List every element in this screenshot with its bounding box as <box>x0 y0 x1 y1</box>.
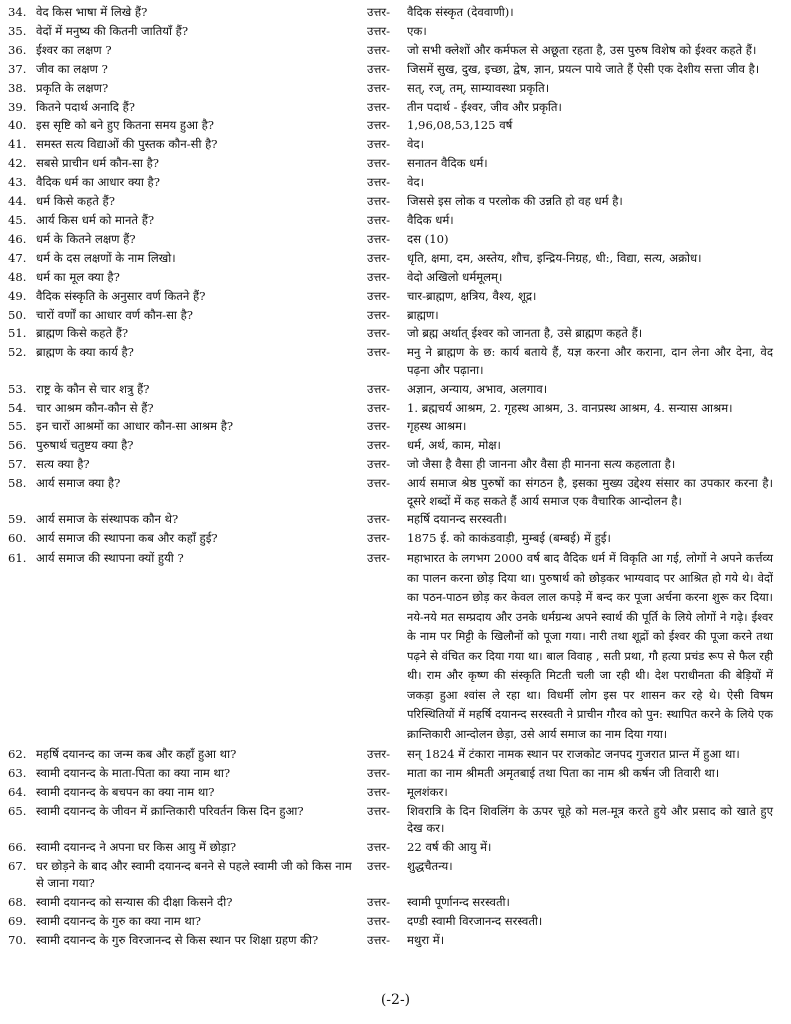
question-number: 44. <box>8 194 27 209</box>
question-text: वैदिक धर्म का आधार क्या है? <box>36 175 160 190</box>
question-number: 43. <box>8 175 27 190</box>
answer-label: उत्तर- <box>367 419 391 434</box>
question-text: कितने पदार्थ अनादि हैं? <box>36 99 135 114</box>
answer-label: उत्तर- <box>367 99 391 114</box>
question-number: 70. <box>8 932 27 947</box>
answer-label: उत्तर- <box>367 231 391 246</box>
question-number: 40. <box>8 118 27 133</box>
qa-row <box>8 136 775 153</box>
qa-row <box>8 803 775 838</box>
question-text: स्वामी दयानन्द के गुरु का क्या नाम था? <box>36 913 201 928</box>
question-text: घर छोड़ने के बाद और स्वामी दयानन्द बनने से पहले स्वामी जी को किस नाम से जाना गया? <box>36 858 352 891</box>
answer-label: उत्तर- <box>367 345 391 360</box>
question-number: 56. <box>8 438 27 453</box>
qa-row <box>8 400 775 417</box>
answer-text: चार-ब्राह्मण, क्षत्रिय, वैश्य, शूद्र। <box>407 288 537 303</box>
qa-row <box>8 932 775 949</box>
qa-row <box>8 839 775 856</box>
question-number: 50. <box>8 307 27 322</box>
answer-label: उत्तर- <box>367 137 391 152</box>
answer-label: उत्तर- <box>367 307 391 322</box>
question-text: ब्राह्मण किसे कहते हैं? <box>36 326 129 341</box>
question-text: चार आश्रम कौन-कौन से हैं? <box>36 400 154 415</box>
answer-text: जिससे इस लोक व परलोक की उन्नति हो वह धर्म है। <box>407 194 623 209</box>
question-text: स्वामी दयानन्द के गुरु विरजानन्द से किस स्थान पर शिक्षा ग्रहण की? <box>36 932 319 947</box>
answer-text: वेदो अखिलो धर्ममूलम्। <box>407 269 503 284</box>
question-text: सबसे प्राचीन धर्म कौन-सा है? <box>36 156 159 171</box>
qa-row <box>8 765 775 782</box>
answer-text: सन् 1824 में टंकारा नामक स्थान पर राजकोट जनपद गुजरात प्रान्त में हुआ था। <box>407 746 740 761</box>
qa-row <box>8 288 775 305</box>
qa-row <box>8 307 775 324</box>
question-number: 47. <box>8 250 27 265</box>
answer-label: उत्तर- <box>367 932 391 947</box>
question-text: स्वामी दयानन्द के माता-पिता का क्या नाम था? <box>36 765 231 780</box>
question-number: 41. <box>8 137 27 152</box>
answer-label: उत्तर- <box>367 80 391 95</box>
qa-row <box>8 894 775 911</box>
answer-text: जो ब्रह्म अर्थात् ईश्वर को जानता है, उसे ब्राह्मण कहते हैं। <box>407 326 643 341</box>
qa-row <box>8 746 775 763</box>
question-number: 45. <box>8 212 27 227</box>
question-text: धर्म का मूल क्या है? <box>36 269 120 284</box>
question-text: पुरुषार्थ चतुष्टय क्या है? <box>36 438 134 453</box>
answer-text: ब्राह्मण। <box>407 307 439 322</box>
question-text: स्वामी दयानन्द के जीवन में क्रान्तिकारी परिवर्तन किस दिन हुआ? <box>36 803 304 818</box>
answer-text: आर्य समाज श्रेष्ठ पुरुषों का संगठन है, इसका मुख्य उद्देश्य संसार का उपकार करना है। दूसरे शब्दों में कह सकते हैं आर्य समाज एक वैचारिक आन्दोलन है। <box>407 476 773 508</box>
answer-text: वेद। <box>407 137 424 152</box>
question-text: वैदिक संस्कृति के अनुसार वर्ण कितने हैं? <box>36 288 206 303</box>
question-number: 58. <box>8 476 27 491</box>
qa-row <box>8 325 775 342</box>
question-number: 37. <box>8 61 27 76</box>
answer-text: 1875 ई. को काकंडवाड़ी, मुम्बई (बम्बई) में हुई। <box>407 531 611 546</box>
question-number: 61. <box>8 551 27 566</box>
answer-text: सत्, रज्, तम्, साम्यावस्था प्रकृति। <box>407 80 550 95</box>
question-number: 59. <box>8 512 27 527</box>
question-number: 55. <box>8 419 27 434</box>
qa-row <box>8 155 775 172</box>
answer-text: तीन पदार्थ - ईश्वर, जीव और प्रकृति। <box>407 99 562 114</box>
answer-label: उत्तर- <box>367 326 391 341</box>
qa-row <box>8 344 775 379</box>
qa-row <box>8 99 775 116</box>
question-text: राष्ट्र के कौन से चार शत्रु हैं? <box>36 381 150 396</box>
answer-text: शुद्धचैतन्य। <box>407 858 453 873</box>
qa-row <box>8 212 775 229</box>
question-number: 46. <box>8 231 27 246</box>
answer-label: उत्तर- <box>367 457 391 472</box>
question-text: जीव का लक्षण ? <box>36 61 108 76</box>
qa-row <box>8 549 775 744</box>
question-text: धर्म किसे कहते हैं? <box>36 194 115 209</box>
question-number: 62. <box>8 746 27 761</box>
answer-label: उत्तर- <box>367 61 391 76</box>
answer-label: उत्तर- <box>367 288 391 303</box>
question-text: इस सृष्टि को बने हुए कितना समय हुआ है? <box>36 118 214 133</box>
question-text: ईश्वर का लक्षण ? <box>36 42 112 57</box>
qa-row <box>8 250 775 267</box>
answer-text: माता का नाम श्रीमती अमृतबाई तथा पिता का नाम श्री कर्षन जी तिवारी था। <box>407 765 720 780</box>
qa-row <box>8 858 775 893</box>
answer-label: उत्तर- <box>367 746 391 761</box>
question-number: 63. <box>8 765 27 780</box>
question-number: 65. <box>8 803 27 818</box>
qa-row <box>8 381 775 398</box>
question-number: 52. <box>8 345 27 360</box>
qa-row <box>8 269 775 286</box>
question-number: 69. <box>8 913 27 928</box>
answer-label: उत्तर- <box>367 839 391 854</box>
question-number: 35. <box>8 23 27 38</box>
qa-row <box>8 23 775 40</box>
answer-label: उत्तर- <box>367 531 391 546</box>
question-number: 36. <box>8 42 27 57</box>
answer-label: उत्तर- <box>367 895 391 910</box>
page-number: (-2-) <box>380 992 411 1008</box>
answer-text: दस (10) <box>407 231 449 246</box>
question-number: 39. <box>8 99 27 114</box>
answer-text: महर्षि दयानन्द सरस्वती। <box>407 512 507 527</box>
answer-text: 1. ब्रह्मचर्य आश्रम, 2. गृहस्थ आश्रम, 3. वानप्रस्थ आश्रम, 4. सन्यास आश्रम। <box>407 400 733 415</box>
question-text: सत्य क्या है? <box>36 457 90 472</box>
question-number: 34. <box>8 5 27 19</box>
question-text: प्रकृति के लक्षण? <box>36 80 109 95</box>
answer-text: जो सभी क्लेशों और कर्मफल से अछूता रहता है, उस पुरुष विशेष को ईश्वर कहते हैं। <box>407 42 757 57</box>
qa-row <box>8 456 775 473</box>
qa-row <box>8 530 775 547</box>
question-text: स्वामी दयानन्द को सन्यास की दीक्षा किसने दी? <box>36 895 233 910</box>
answer-text: 22 वर्ष की आयु में। <box>407 839 492 854</box>
answer-label: उत्तर- <box>367 42 391 57</box>
question-text: आर्य समाज की स्थापना कब और कहाँ हुई? <box>36 531 218 546</box>
question-text: स्वामी दयानन्द ने अपना घर किस आयु में छोड़ा? <box>36 839 237 854</box>
qa-row <box>8 174 775 191</box>
answer-label: उत्तर- <box>367 23 391 38</box>
question-number: 53. <box>8 381 27 396</box>
answer-text: स्वामी पूर्णानन्द सरस्वती। <box>407 895 510 910</box>
answer-label: उत्तर- <box>367 175 391 190</box>
answer-text: जो जैसा है वैसा ही जानना और वैसा ही मानना सत्य कहलाता है। <box>407 457 676 472</box>
answer-text: अज्ञान, अन्याय, अभाव, अलगाव। <box>407 381 548 396</box>
answer-label: उत्तर- <box>367 5 391 19</box>
question-number: 64. <box>8 784 27 799</box>
answer-text: मूलशंकर। <box>407 784 448 799</box>
answer-label: उत्तर- <box>367 118 391 133</box>
question-number: 48. <box>8 269 27 284</box>
qa-row <box>8 4 775 21</box>
answer-text: गृहस्थ आश्रम। <box>407 419 467 434</box>
answer-label: उत्तर- <box>367 156 391 171</box>
answer-text: शिवरात्रि के दिन शिवलिंग के ऊपर चूहे को मल-मूत्र करते हुये और प्रसाद को खाते हुए देख कर। <box>407 803 773 835</box>
question-number: 51. <box>8 326 27 341</box>
qa-row <box>8 231 775 248</box>
question-text: स्वामी दयानन्द के बचपन का क्या नाम था? <box>36 784 215 799</box>
answer-label: उत्तर- <box>367 858 391 873</box>
answer-text: जिसमें सुख, दुख, इच्छा, द्वेष, ज्ञान, प्रयत्न पाये जाते हैं ऐसी एक देशीय सत्ता जीव है। <box>407 61 760 76</box>
qa-row <box>8 117 775 134</box>
answer-label: उत्तर- <box>367 269 391 284</box>
question-number: 57. <box>8 457 27 472</box>
answer-label: उत्तर- <box>367 381 391 396</box>
qa-row <box>8 511 775 528</box>
qa-row <box>8 42 775 59</box>
question-text: ब्राह्मण के क्या कार्य है? <box>36 345 134 360</box>
question-text: चारों वर्णों का आधार वर्ण कौन-सा है? <box>36 307 193 322</box>
answer-text: वैदिक संस्कृत (देववाणी)। <box>407 5 514 19</box>
question-text: धर्म के दस लक्षणों के नाम लिखो। <box>36 250 176 265</box>
question-number: 60. <box>8 531 27 546</box>
answer-text: मनु ने ब्राह्मण के छ: कार्य बताये हैं, यज्ञ करना और कराना, दान लेना और देना, वेद पढ़ना और पढ़ाना। <box>407 345 773 377</box>
answer-text: वेद। <box>407 175 424 190</box>
answer-text: वैदिक धर्म। <box>407 212 454 227</box>
answer-text: दण्डी स्वामी विरजानन्द सरस्वती। <box>407 913 543 928</box>
answer-label: उत्तर- <box>367 551 391 566</box>
answer-label: उत्तर- <box>367 913 391 928</box>
answer-text: धृति, क्षमा, दम, अस्तेय, शौच, इन्द्रिय-निग्रह, धी:, विद्या, सत्य, अक्रोध। <box>407 250 702 265</box>
question-text: आर्य समाज के संस्थापक कौन थे? <box>36 512 179 527</box>
answer-label: उत्तर- <box>367 438 391 453</box>
question-number: 67. <box>8 858 27 873</box>
answer-text: 1,96,08,53,125 वर्ष <box>407 118 513 133</box>
question-text: वेदों में मनुष्य की कितनी जातियाँ हैं? <box>36 23 189 38</box>
qa-row <box>8 437 775 454</box>
question-number: 54. <box>8 400 27 415</box>
answer-label: उत्तर- <box>367 400 391 415</box>
qa-row <box>8 61 775 78</box>
question-number: 38. <box>8 80 27 95</box>
question-number: 49. <box>8 288 27 303</box>
answer-text: महाभारत के लगभग 2000 वर्ष बाद वैदिक धर्म में विकृति आ गई, लोगों ने अपने कर्त्तव्य का पालन करना छोड़ दिया था। पुरुषार्थ को छोड़कर भाग्यवाद पर आश्रित हो गये थे। वेदों का पठन-पाठन छोड़ कर केवल लाल कपड़े में बन्द कर पूजा अर्चना करना शुरू कर दिया। नये-नये मत सम्प्रदाय और उनके धर्मग्रन्थ अपने स्वार्थ की पूर्ति के लिये लोगों ने गढ़े। ईश्वर के नाम पर मिट्टी के खिलौनों को पूजा गया। नारी तथा शूद्रों को ईश्वर की पूजा करने तथा पढ़ने से वंचित कर दिया गया था। बाल विवाह , सती प्रथा, गौ हत्या प्रचंड रूप से फैल रही थी। राम और कृष्ण की संस्कृति मिटती चली जा रही थी। देश पराधीनता की बेड़ियों में जकड़ा हुआ श्वांस ले रहा था। विधर्मी लोग इस पर शासन कर रहे थे। ऐसी विषम परिस्थितियों में महर्षि दयानन्द सरस्वती ने प्राचीन गौरव को पुन: स्थापित करने के लिये एक क्रान्तिकारी आन्दोलन छेड़ा, उसे आर्य समाज का नाम दिया गया। <box>407 551 773 741</box>
question-text: वेद किस भाषा में लिखे हैं? <box>36 5 148 19</box>
qa-list <box>8 4 775 949</box>
question-text: समस्त सत्य विद्याओं की पुस्तक कौन-सी है? <box>36 137 218 152</box>
answer-label: उत्तर- <box>367 765 391 780</box>
answer-text: एक। <box>407 23 427 38</box>
question-text: महर्षि दयानन्द का जन्म कब और कहाँ हुआ था? <box>36 746 237 761</box>
qa-row <box>8 475 775 510</box>
answer-text: सनातन वैदिक धर्म। <box>407 156 488 171</box>
question-text: आर्य समाज क्या है? <box>36 476 121 491</box>
answer-label: उत्तर- <box>367 212 391 227</box>
answer-label: उत्तर- <box>367 476 391 491</box>
qa-row <box>8 193 775 210</box>
question-number: 66. <box>8 839 27 854</box>
answer-label: उत्तर- <box>367 250 391 265</box>
qa-row <box>8 80 775 97</box>
question-text: आर्य समाज की स्थापना क्यों हुयी ? <box>36 551 184 566</box>
question-text: आर्य किस धर्म को मानते हैं? <box>36 212 155 227</box>
question-number: 68. <box>8 895 27 910</box>
qa-row <box>8 418 775 435</box>
qa-row <box>8 784 775 801</box>
answer-label: उत्तर- <box>367 784 391 799</box>
qa-row <box>8 913 775 930</box>
question-text: धर्म के कितने लक्षण हैं? <box>36 231 136 246</box>
answer-label: उत्तर- <box>367 803 391 818</box>
answer-label: उत्तर- <box>367 512 391 527</box>
answer-text: मथुरा में। <box>407 932 445 947</box>
question-text: इन चारों आश्रमों का आधार कौन-सा आश्रम है? <box>36 419 234 434</box>
question-number: 42. <box>8 156 27 171</box>
answer-label: उत्तर- <box>367 194 391 209</box>
answer-text: धर्म, अर्थ, काम, मोक्ष। <box>407 438 501 453</box>
